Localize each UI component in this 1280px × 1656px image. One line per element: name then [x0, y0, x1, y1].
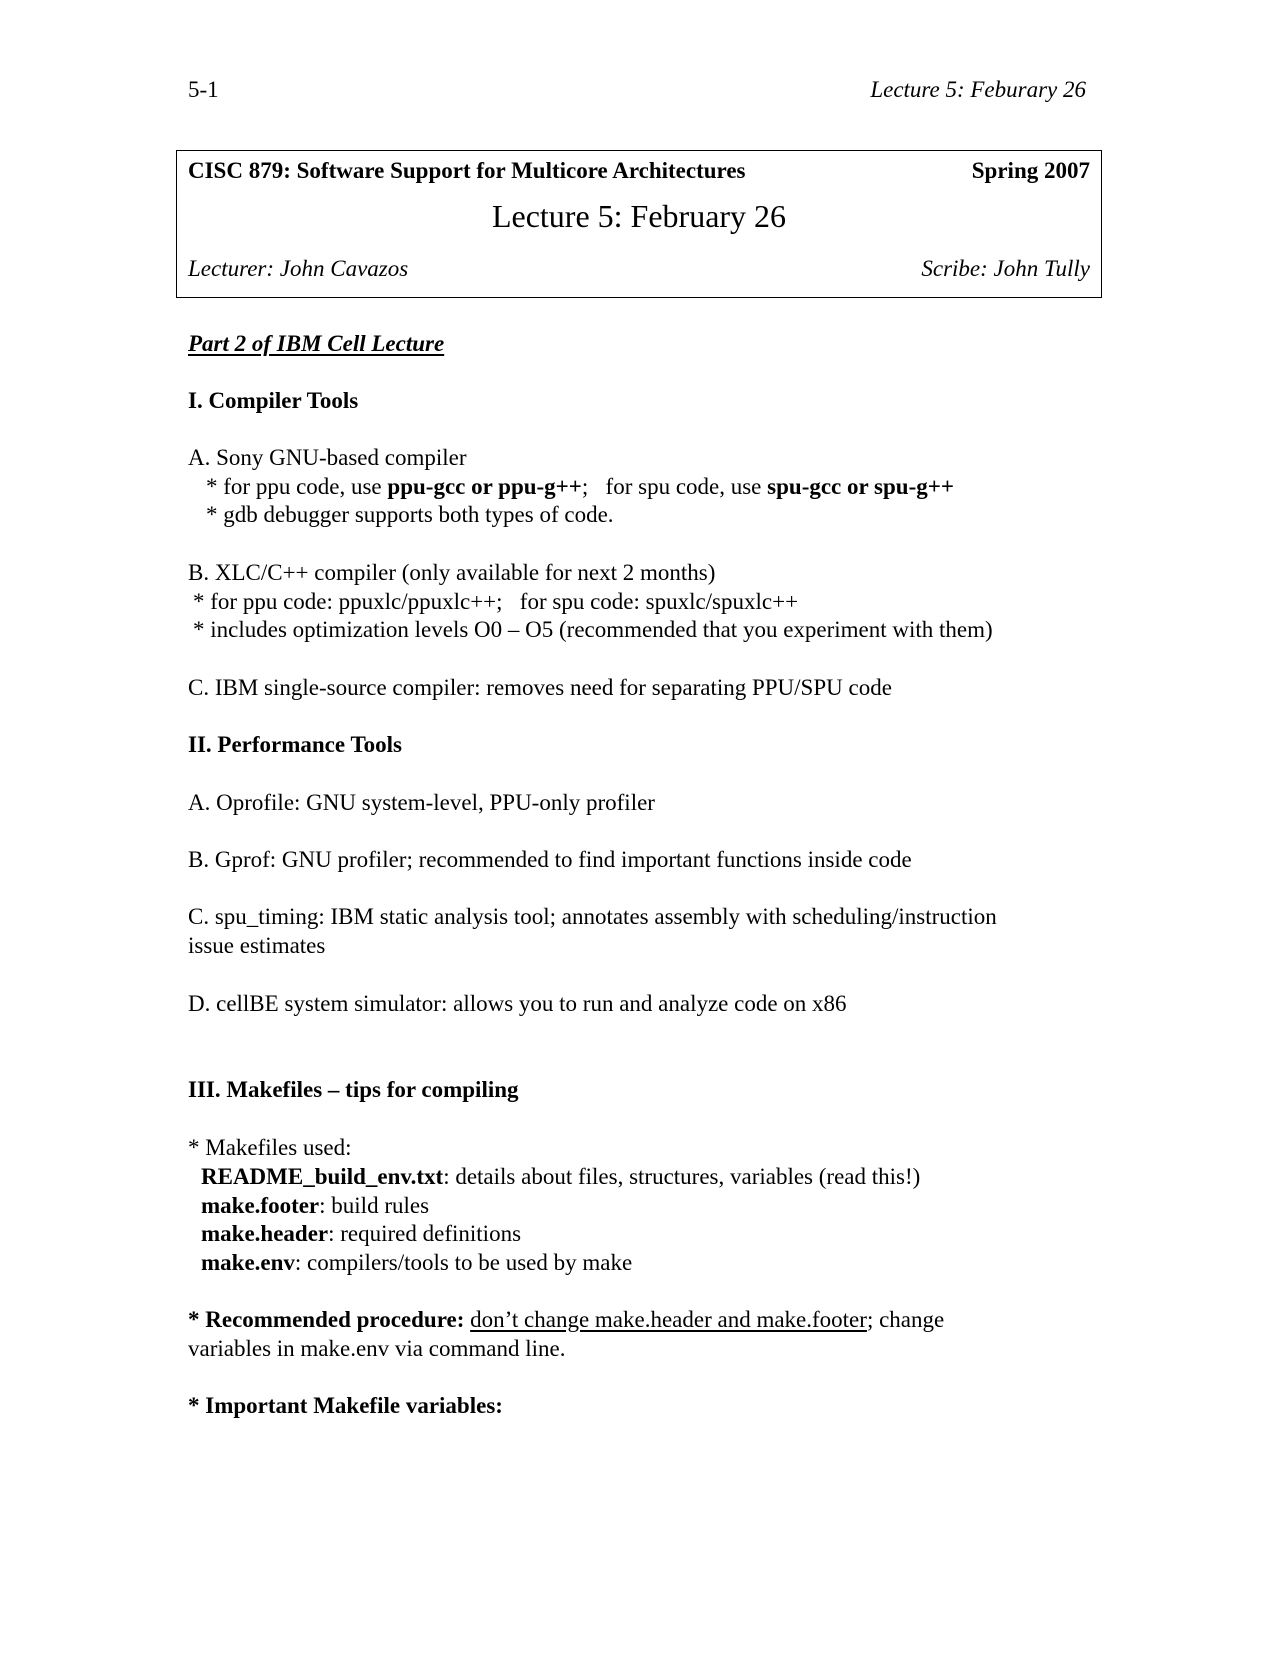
item-xlc-compiler: B. XLC/C++ compiler (only available for next 2 months)	[188, 560, 716, 585]
page-number: 5-1	[188, 77, 219, 102]
lecture-title: Lecture 5: February 26	[491, 198, 787, 234]
item-sony-compiler-detail-2: * gdb debugger supports both types of code.	[206, 502, 614, 527]
recommended-procedure: * Recommended procedure: don’t change make.header and make.footer; change	[188, 1307, 945, 1332]
running-title: Lecture 5: Feburary 26	[870, 77, 1086, 102]
item-oprofile: A. Oprofile: GNU system-level, PPU-only profiler	[188, 790, 655, 815]
item-gprof: B. Gprof: GNU profiler; recommended to find important functions inside code	[188, 847, 912, 872]
recommended-procedure-cont: variables in make.env via command line.	[188, 1336, 566, 1361]
lecturer: Lecturer: John Cavazos	[188, 256, 409, 281]
makefile-item: README_build_env.txt: details about files, structures, variables (read this!)	[201, 1164, 921, 1189]
important-variables-label: * Important Makefile variables:	[188, 1393, 503, 1418]
section-heading-makefiles: III. Makefiles – tips for compiling	[188, 1077, 519, 1102]
item-xlc-compiler-detail-2: * includes optimization levels O0 – O5 (recommended that you experiment with them)	[193, 617, 993, 642]
part-title: Part 2 of IBM Cell Lecture	[188, 331, 445, 356]
item-xlc-compiler-detail-1: * for ppu code: ppuxlc/ppuxlc++; for spu code: spuxlc/spuxlc++	[193, 589, 799, 614]
lecture-header-box	[176, 150, 1102, 298]
makefile-item: make.footer: build rules	[201, 1193, 430, 1218]
scribe: Scribe: John Tully	[921, 256, 1090, 281]
item-sony-compiler-detail-1: * for ppu code, use ppu-gcc or ppu-g++; for spu code, use spu-gcc or spu-g++	[206, 474, 954, 499]
item-single-source-compiler: C. IBM single-source compiler: removes need for separating PPU/SPU code	[188, 675, 892, 700]
section-heading-compiler-tools: I. Compiler Tools	[188, 388, 359, 413]
course-title: CISC 879: Software Support for Multicore Architectures	[188, 158, 746, 183]
term: Spring 2007	[971, 158, 1090, 183]
item-spu-timing: C. spu_timing: IBM static analysis tool; annotates assembly with scheduling/instruction	[188, 904, 997, 929]
makefiles-used-label: * Makefiles used:	[188, 1135, 352, 1160]
makefile-item: make.env: compilers/tools to be used by make	[201, 1250, 633, 1275]
makefile-item: make.header: required definitions	[201, 1221, 522, 1246]
item-spu-timing-cont: issue estimates	[188, 933, 326, 958]
section-heading-performance-tools: II. Performance Tools	[188, 732, 403, 757]
item-cellbe-simulator: D. cellBE system simulator: allows you to run and analyze code on x86	[188, 991, 847, 1016]
item-sony-compiler: A. Sony GNU-based compiler	[188, 445, 467, 470]
